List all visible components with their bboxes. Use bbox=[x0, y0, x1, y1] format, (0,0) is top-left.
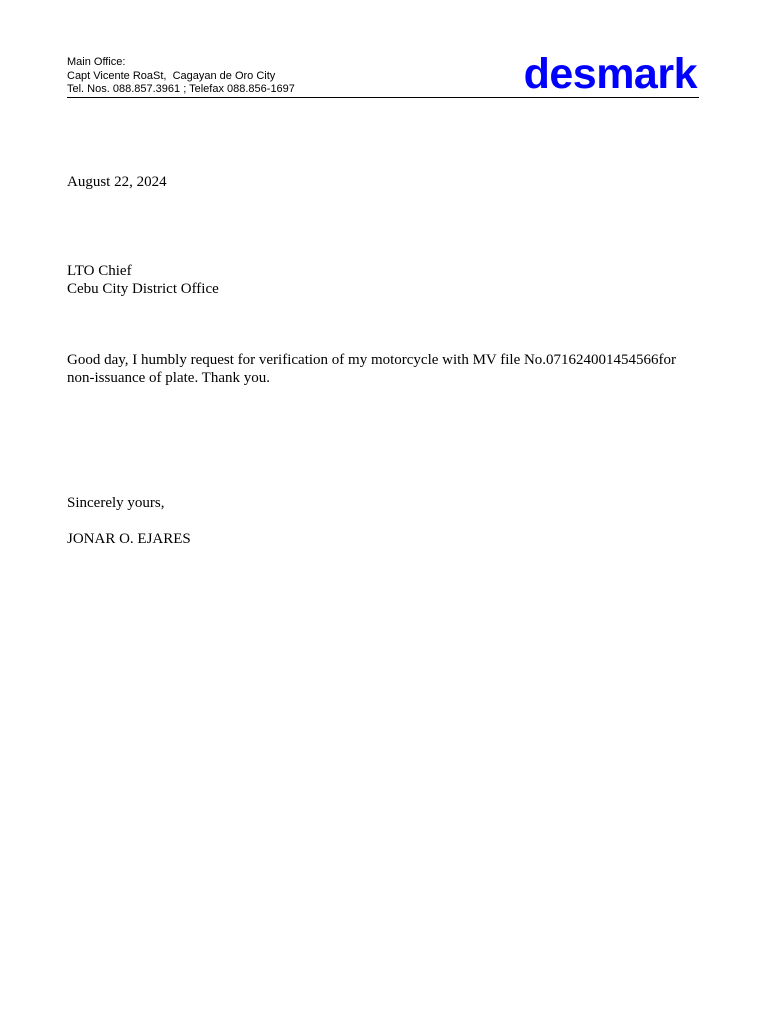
office-label: Main Office: bbox=[67, 56, 126, 68]
letter-closing: Sincerely yours, bbox=[67, 495, 165, 511]
recipient-block bbox=[67, 262, 219, 298]
letter-body bbox=[67, 351, 707, 387]
recipient-title: LTO Chief bbox=[67, 263, 132, 279]
recipient-office: Cebu City District Office bbox=[67, 281, 219, 297]
company-logo: desmark bbox=[523, 50, 697, 98]
letter-date: August 22, 2024 bbox=[67, 174, 167, 190]
office-info bbox=[67, 56, 295, 97]
letter-body-line: Good day, I humbly request for verification of my motorcycle with MV file No.071624001454566for bbox=[67, 352, 677, 368]
letterhead bbox=[67, 50, 699, 98]
letter-body-line: non-issuance of plate. Thank you. bbox=[67, 370, 271, 386]
signer-name: JONAR O. EJARES bbox=[67, 531, 191, 547]
office-address: Capt Vicente RoaSt, Cagayan de Oro City bbox=[67, 69, 276, 82]
office-contact: Tel. Nos. 088.857.3961 ; Telefax 088.856-1697 bbox=[67, 83, 295, 95]
